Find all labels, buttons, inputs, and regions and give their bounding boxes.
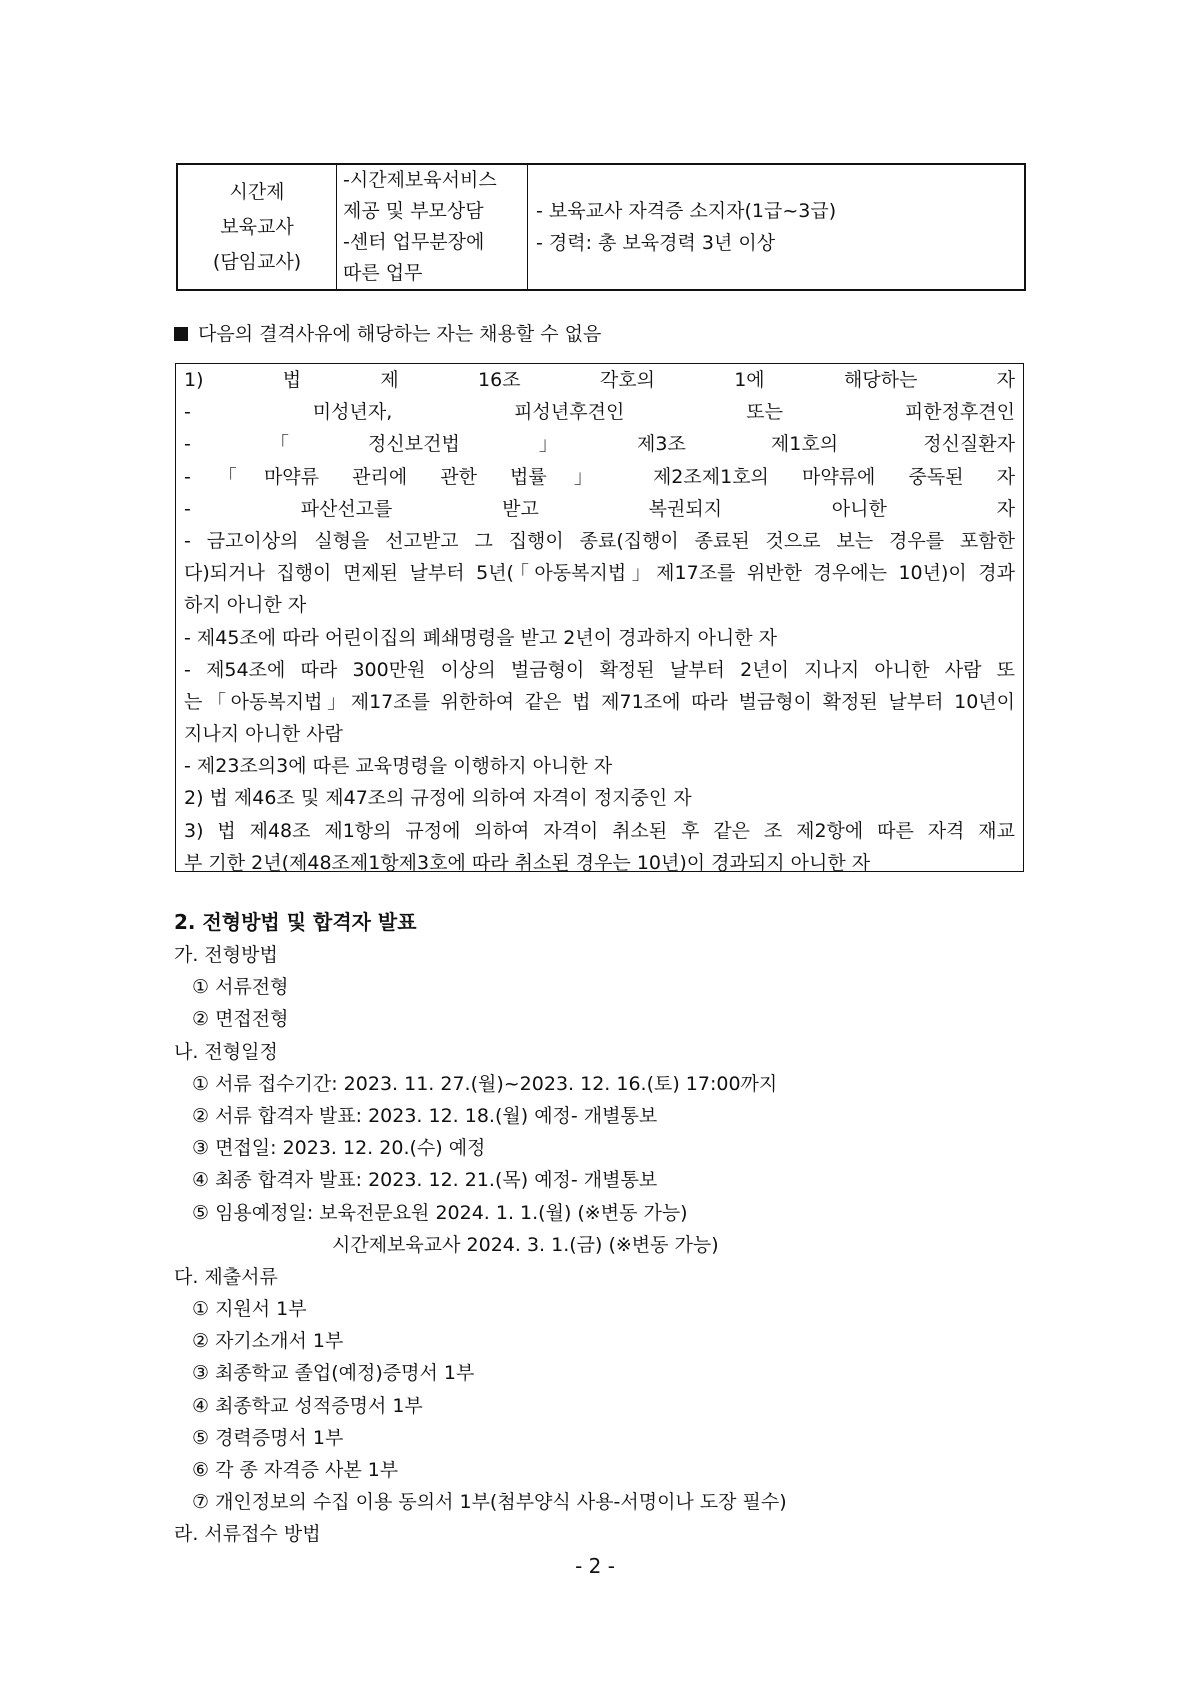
duty-line: 제공 및 부모상담 [343,200,484,222]
list-item: ④ 최종학교 성적증명서 1부 [192,1394,423,1417]
role-cell [177,164,337,290]
list-item: ⑥ 각 종 자격증 사본 1부 [192,1459,399,1481]
list-item: 2) 법 제46조 및 제47조의 규정에 의하여 자격이 정지중인 자 [184,787,692,810]
duty-line: -시간제보육서비스 [343,169,497,191]
list-item: -「마약류 관리에 관한 법률」 제2조제1호의 마약류에 중독된 자 [184,465,1015,488]
role-line: (담임교사) [212,250,302,273]
role-line: 시간제 [229,180,285,203]
list-item: ② 서류 합격자 발표: 2023. 12. 18.(월) 예정- 개별통보 [192,1104,658,1127]
list-item: ⑦ 개인정보의 수집 이용 동의서 1부(첨부양식 사용-서명이나 도장 필수) [192,1491,787,1514]
subsection-title: 다. 제출서류 [174,1265,278,1288]
list-item: ③ 면접일: 2023. 12. 20.(수) 예정 [192,1137,486,1160]
list-item: - 제45조에 따라 어린이집의 폐쇄명령을 받고 2년이 경과하지 아니한 자 [184,626,778,649]
list-item: 는「아동복지법」제17조를 위한하여 같은 법 제71조에 따라 벌금형이 확정된 날부터 10년이 [184,690,1015,713]
list-item: ① 서류 접수기간: 2023. 11. 27.(월)~2023. 12. 16.(토) 17:00까지 [192,1072,778,1095]
subsection-title: 나. 전형일정 [174,1040,278,1063]
list-item: - 미성년자, 피성년후견인 또는 피한정후견인 [184,401,1015,424]
disqualification-heading: 다음의 결격사유에 해당하는 자는 채용할 수 없음 [174,318,601,350]
list-item: - 제54조에 따라 300만원 이상의 벌금형이 확정된 날부터 2년이 지나지 아니한 사람 또 [184,658,1015,681]
list-item: -「정신보건법」제3조 제1호의 정신질환자 [184,433,1015,456]
subsection-title: 가. 전형방법 [174,944,278,966]
list-item: ② 자기소개서 1부 [192,1330,344,1353]
list-item: ⑤ 임용예정일: 보육전문요원 2024. 1. 1.(월) (※변동 가능) [192,1201,688,1224]
list-item: 3) 법 제48조 제1항의 규정에 의하여 자격이 취소된 후 같은 조 제2항에 따른 자격 재교 [184,819,1015,842]
requirements-cell [528,164,1026,290]
subsection-title: 라. 서류접수 방법 [174,1523,321,1546]
list-item: 1) 법 제 16조 각호의 1에 해당하는 자 [184,369,1015,391]
requirement-line: - 경력: 총 보육경력 3년 이상 [536,232,776,254]
list-item: 부 기한 2년(제48조제1항제3호에 따라 취소된 경우는 10년)이 경과되지 아니한 자 [184,851,871,874]
list-item: - 파산선고를 받고 복권되지 아니한 자 [184,497,1015,520]
list-item: ③ 최종학교 졸업(예정)증명서 1부 [192,1362,475,1385]
table-row [177,164,1025,290]
duty-line: 따른 업무 [343,262,423,284]
list-item: ⑤ 경력증명서 1부 [192,1426,344,1449]
section-body [174,939,787,1551]
list-item: ① 서류전형 [192,976,289,999]
list-item: 하지 아니한 자 [184,594,307,617]
requirement-line: - 보육교사 자격증 소지자(1급~3급) [536,200,837,222]
list-item-continuation: 시간제보육교사 2024. 3. 1.(금) (※변동 가능) [332,1233,719,1256]
list-item: 다)되거나 집행이 면제된 날부터 5년(「아동복지법」제17조를 위반한 경우에는 10년)이 경과 [184,562,1015,585]
duties-cell [337,164,528,290]
duty-line: -센터 업무분장에 [343,231,485,253]
page-number: - 2 - [575,1554,615,1578]
square-bullet-icon [174,327,188,341]
list-item: ④ 최종 합격자 발표: 2023. 12. 21.(목) 예정- 개별통보 [192,1169,658,1192]
list-item: ① 지원서 1부 [192,1298,307,1321]
list-item: 지나지 아니한 사람 [184,723,343,746]
role-line: 보육교사 [220,215,294,238]
disqualification-box [175,363,1024,872]
section-title: 2. 전형방법 및 합격자 발표 [174,910,417,934]
job-table [176,163,1026,291]
list-item: - 금고이상의 실형을 선고받고 그 집행이 종료(집행이 종료된 것으로 보는 경우를 포함한 [184,529,1015,552]
list-item: - 제23조의3에 따른 교육명령을 이행하지 아니한 자 [184,755,613,778]
list-item: ② 면접전형 [192,1008,289,1031]
